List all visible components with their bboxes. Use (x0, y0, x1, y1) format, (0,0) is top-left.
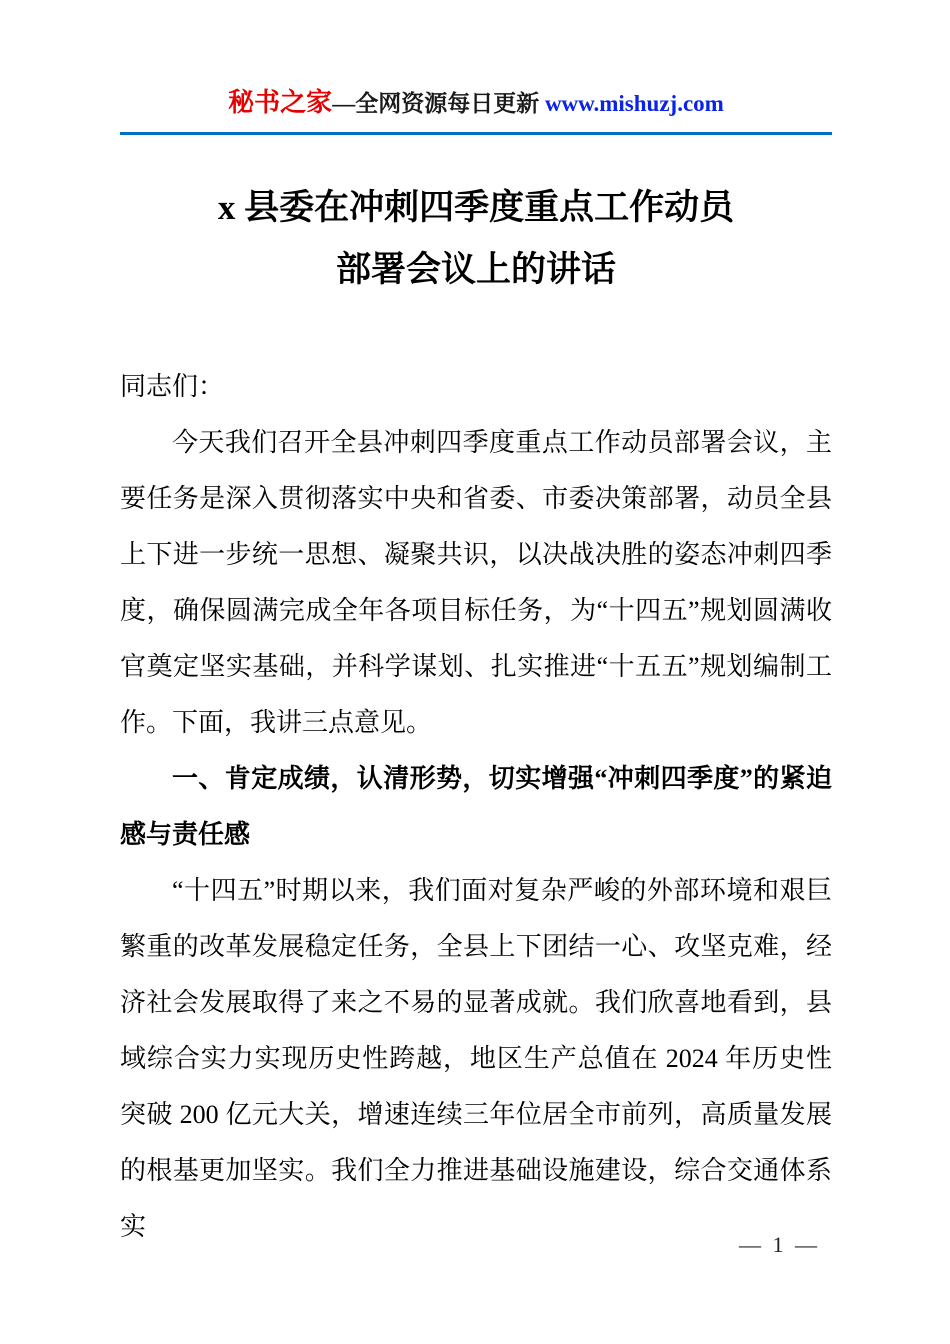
header-divider (120, 132, 832, 135)
salutation: 同志们： (120, 372, 225, 401)
site-url-link[interactable]: www.mishuzj.com (544, 91, 724, 116)
paragraph: “十四五”时期以来，我们面对复杂严峻的外部环境和艰巨繁重的改革发展稳定任务，全县上下团结一心、攻坚克难，经济社会发展取得了来之不易的显著成就。我们欣喜地看到，县域综合实力实现历史性跨越，地区生产总值在 2024 年历史性突破 200 亿元大关，增速连续三年位居全市前列，高质量发展的根基更加坚实。我们全力推进基础设施建设，综合交通体系实 (120, 876, 832, 1241)
site-header (120, 86, 832, 121)
document-title-line1: x 县委在冲刺四季度重点工作动员 (217, 188, 735, 227)
document-title (120, 177, 832, 301)
page-number: — 1 — (739, 1232, 820, 1257)
site-brand: 秘书之家 (228, 88, 333, 117)
document-title-line2: 部署会议上的讲话 (335, 250, 616, 289)
document-body (120, 359, 832, 1255)
section-heading: 一、肯定成绩，认清形势，切实增强“冲刺四季度”的紧迫感与责任感 (120, 764, 832, 849)
site-tagline: —全网资源每日更新 (332, 91, 545, 116)
paragraph: 今天我们召开全县冲刺四季度重点工作动员部署会议，主要任务是深入贯彻落实中央和省委、市委决策部署，动员全县上下进一步统一思想、凝聚共识，以决战决胜的姿态冲刺四季度，确保圆满完成全年各项目标任务，为“十四五”规划圆满收官奠定坚实基础，并科学谋划、扎实推进“十五五”规划编制工作。下面，我讲三点意见。 (120, 428, 832, 737)
